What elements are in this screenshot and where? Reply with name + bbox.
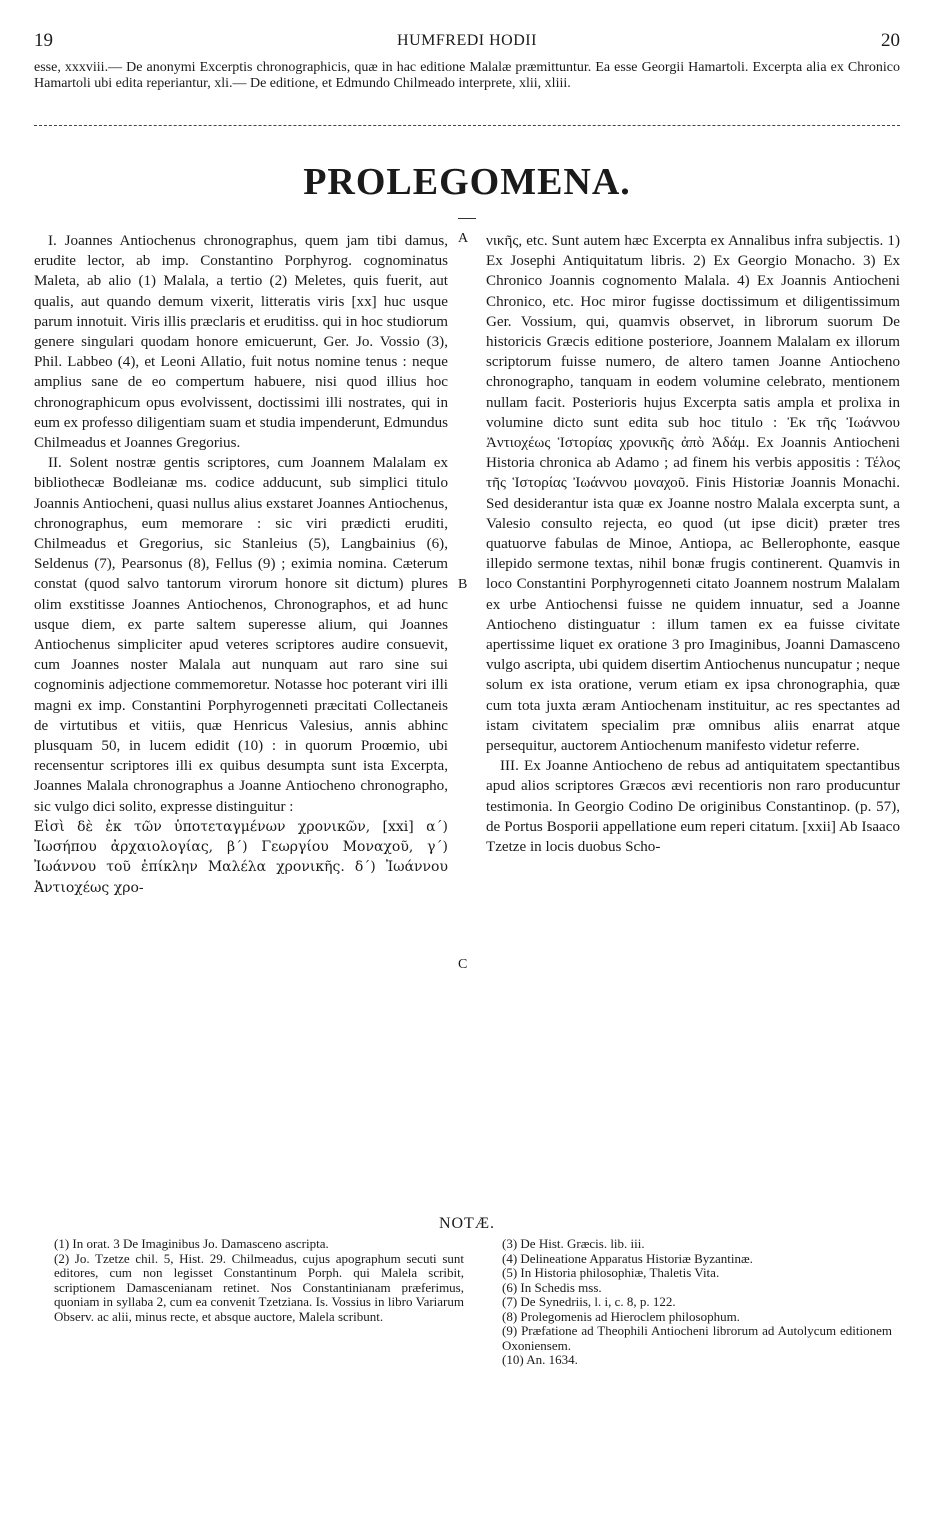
footnote-6: (6) In Schedis mss. [502, 1279, 602, 1295]
footnote-3: (3) De Hist. Græcis. lib. iii. [502, 1236, 645, 1251]
paragraph-continuation: νικῆς, etc. Sunt autem hæc Excerpta ex Annalibus infra subjectis. 1) Ex Josephi Antiquitatum libris. 2) Ex Georgio Monacho. 3) Ex Chronico Joannis cognomento Malala. 4) Ex Joannis Antiocheni Chronico, etc. Hoc miror fugisse doctissimum et diligentissimum Ger. Vossium, qui, quamvis observet, in librorum suorum De historicis Græcis editione posteriore, Joannem Malalam ex illorum scriptorum fuisse numero, de altero tamen Joanne Antiocheno chronographo, tanquam in eodem volumine celebrato, mentionem nullam facit. Posterioris hujus Excerpta satis ampla et prolixa in volumine dicto sunt edita sub hoc titulo : Ἐκ τῆς Ἰωάννου Ἀντιοχέως Ἱστορίας χρονικῆς ἀπὸ Ἀδάμ. Ex Joannis Antiocheni Historia chronica ab Adamo ; ad finem his verbis appositis : Τέλος τῆς Ἱστορίας Ἰωάννου μοναχοῦ. Finis Historiæ Joannis Monachi. Sed desiderantur ista quæ ex Joanne nostro Malala excerpta sunt, a Valesio consulto rejecta, eo quod (ut ipse dicit) præter tres quatuorve fabulas de Minoe, Antiopa, ac Bellerophonte, easque illepido sermone textas, nihil bonæ frugis continerent. Quamvis in loco Constantini Porphyrogenneti citato Joannem nostrum Malalam ex urbe Antiochensi fuisse ne quidem innuatur, sed a Joanne Antiocheno distinguatur : illum tamen ex ea fuisse civitate apertissime liquet ex oratione 3 pro Imaginibus, Joanni Damasceno vulgo ascripta, ubi quidem disertim Antiochenus nuncupatur ; neque solum ex ista oratione, verum etiam ex ipsa chronographia, quæ cum tota juxta æram Antiochenam instituitur, ac res spectantes ad istam civitatem specialim præ omnibus aliis enarrat atque persequitur, auctorem Antiochenum manifesto videtur referre. [486, 233, 900, 755]
footnotes-left [54, 1237, 464, 1324]
page-number-left: 19 [34, 30, 53, 51]
body-columns [34, 231, 900, 1211]
paragraph-2: II. Solent nostræ gentis scriptores, cum Joannem Malalam ex bibliothecæ Bodleianæ ms. codice adducunt, sub simplici titulo Joannis Antiocheni, quasi nullus alius exstaret Joannes Antiochenus, chronographus, eum memorare : sic viri prædicti eruditi, Chilmeadus et Gregorius, sic Stanleius (5), Langbainius (6), Seldenus (7), Pearsonus (8), Fellus (9) ; eximia nomina. Cæterum constat (quod salvo tantorum virorum honore sit dictum) plures olim exstitisse Joannes Antiochenos, Chronographos, et ad hunc usque diem, ex parte saltem superesse alium, qui Joannes Antiochenus simpliciter apud veteres scriptores audire consuevit, cum Joannes noster Malala aut nunquam aut raro sine sui cognominis adjectione commemoretur. Notasse hoc poterant viri illi magni ex imp. Constantini Porphyrogenneti præcitati Collectaneis de virtutibus et vitiis, quæ Henricus Valesius, annis abhinc plusquam 50, in lucem edidit (10) : in quorum Proœmio, ubi recensentur scriptores illi ex quibus desumpta sunt ista Excerpta, Joannes Malala chronographus a Joanne Antiocheno chronographo, sic vulgo dici solito, expresse distinguitur : [34, 455, 448, 815]
right-column [486, 231, 900, 857]
section-title: PROLEGOMENA. [303, 161, 631, 203]
section-divider [34, 125, 900, 126]
footnotes-right [482, 1237, 892, 1368]
page [34, 30, 900, 1397]
greek-quotation: Εἰσὶ δὲ ἐκ τῶν ὑποτεταγμένων χρονικῶν, [xxi] α´) Ἰωσήπου ἀρχαιολογίας, β´) Γεωργίου Μοναχοῦ, γ´) Ἰωάννου τοῦ ἐπίκλην Μαλέλα χρονικῆς. δ´) Ἰωάννου Ἀντιοχέως χρο- [34, 818, 448, 896]
footnotes [34, 1237, 900, 1397]
footnote-1: (1) In orat. 3 De Imaginibus Jo. Damasceno ascripta. [54, 1236, 329, 1251]
page-number-right: 20 [881, 30, 900, 51]
margin-marker-c: C [458, 957, 468, 972]
footnote-10: (10) An. 1634. [502, 1352, 578, 1367]
footnote-5: (5) In Historia philosophiæ, Thaletis Vita. [502, 1265, 720, 1280]
left-column [34, 231, 448, 898]
paragraph-3: III. Ex Joanne Antiocheno de rebus ad antiquitatem spectantibus apud alios scriptores Græcos ævi recentioris non raro producuntur testimonia. In Georgio Codino De originibus Constantinop. (p. 57), de Portus Bosporii appellatione eum reperi citatum. [xxii] Ab Isaaco Tzetze in locis duobus Scho- [486, 758, 900, 856]
paragraph-1: I. Joannes Antiochenus chronographus, quem jam tibi damus, erudite lector, ab imp. Constantino Porphyrog. cognominatus Maleta, ab alio (1) Malala, a tertio (2) Meletes, quis fuerit, aut qualis, aut quando demum vixerit, litteratis viris [xx] huc usque parum innotuit. Viris illis præclaris et eruditiss. qui in hoc studiorum genere singulari quodam honore emicuerunt, Ger. Jo. Vossio (3), Phil. Labbeo (4), et Leoni Allatio, fuit notus nomine tenus : neque amplius sane de eo compertum habuere, nisi quod illius hoc chronographicum opus evolvissent, doctissimi illi nostrates, qui in eum ex professo diligentiam suam et studia impenderunt, Edmundus Chilmeadus et Joannes Gregorius. [34, 233, 448, 452]
footnote-8: (8) Prolegomenis ad Hieroclem philosophum. [502, 1308, 740, 1324]
footnote-9: (9) Præfatione ad Theophili Antiocheni librorum ad Autolycum editionem Oxoniensem. [502, 1323, 892, 1353]
footnote-4: (4) Delineatione Apparatus Historiæ Byzantinæ. [502, 1250, 753, 1266]
margin-marker-b: B [458, 577, 468, 592]
footnote-2: (2) Jo. Tzetze chil. 5, Hist. 29. Chilmeadus, cujus apographum secuti sunt editores, cum non legisset Constantinum Porph. qui Malela scribit, scriptionem Damascenianam retinet. Nos Constantinianam præferimus, quoniam in syllaba 2, cum ea convenit Tzetziana. Is. Vossius in libro Variarum Observ. ac alii, minus recte, et absque auctore, Malela scribunt. [54, 1250, 464, 1324]
footnote-7: (7) De Synedriis, l. i, c. 8, p. 122. [502, 1294, 676, 1309]
running-header [34, 30, 900, 58]
notes-heading: NOTÆ. [438, 1215, 496, 1232]
table-of-contents-fragment: esse, xxxviii.— De anonymi Excerptis chronographicis, quæ in hac editione Malalæ præmittuntur. Ea esse Georgii Hamartoli. Excerpta alia ex Chronico Hamartoli ubi edita reperiantur, xli.— De editione, et Edmundo Chilmeado interprete, xlii, xliii. [34, 60, 900, 91]
running-title: HUMFREDI HODII [397, 32, 537, 49]
margin-marker-a: A [458, 231, 469, 246]
title-rule [458, 218, 476, 219]
